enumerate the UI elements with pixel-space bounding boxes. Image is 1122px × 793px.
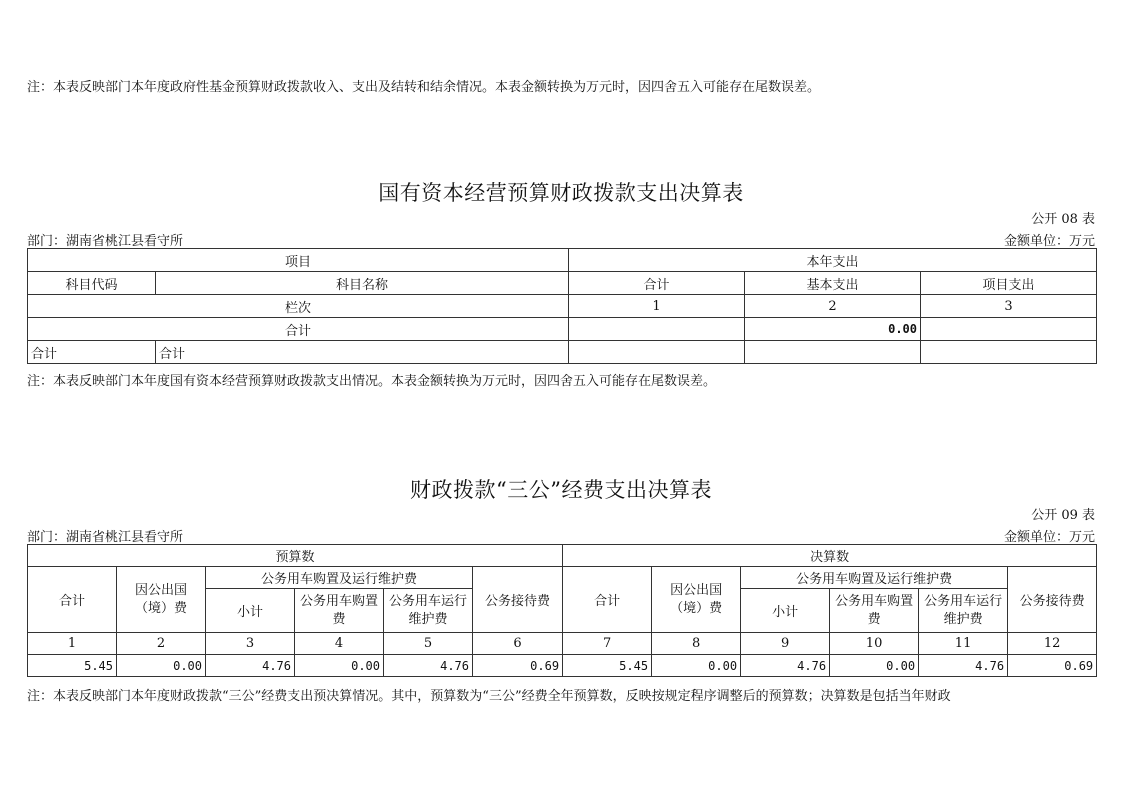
budget-vehicle-subtotal-value: 4.76 [206, 655, 295, 677]
budget-abroad-value: 0.00 [117, 655, 206, 677]
total-row-total [569, 318, 745, 341]
table09-title: 财政拨款“三公”经费支出决算表 [410, 478, 712, 502]
total-row-project [921, 318, 1097, 341]
final-total-value: 5.45 [563, 655, 652, 677]
header-total: 合计 [569, 272, 745, 295]
table09-code: 公开 09 表 [1031, 508, 1095, 523]
table08-header-row-2 [28, 272, 1097, 295]
header-final-abroad: 因公出国（境）费 [652, 567, 741, 633]
total-row-label: 合计 [28, 318, 569, 341]
column-number-label: 栏次 [28, 295, 569, 318]
header-budget: 预算数 [28, 545, 563, 567]
column-number: 8 [652, 633, 741, 655]
final-vehicle-purchase-value: 0.00 [830, 655, 919, 677]
data-row-project [921, 341, 1097, 364]
budget-vehicle-purchase-value: 0.00 [295, 655, 384, 677]
data-row-total [569, 341, 745, 364]
table08-data-row [28, 341, 1097, 364]
budget-total-value: 5.45 [28, 655, 117, 677]
header-basic: 基本支出 [745, 272, 921, 295]
header-budget-vehicle: 公务用车购置及运行维护费 [206, 567, 473, 589]
column-number: 2 [117, 633, 206, 655]
header-current-year: 本年支出 [569, 249, 1097, 272]
final-vehicle-operation-value: 4.76 [919, 655, 1008, 677]
column-number: 5 [384, 633, 473, 655]
table08-column-number-row [28, 295, 1097, 318]
header-budget-abroad: 因公出国（境）费 [117, 567, 206, 633]
header-item: 项目 [28, 249, 569, 272]
header-final-vehicle: 公务用车购置及运行维护费 [741, 567, 1008, 589]
header-final-subtotal: 小计 [741, 589, 830, 633]
header-final: 决算数 [563, 545, 1097, 567]
budget-reception-value: 0.69 [473, 655, 563, 677]
header-final-total: 合计 [563, 567, 652, 633]
data-row-basic [745, 341, 921, 364]
column-number: 9 [741, 633, 830, 655]
table08-note: 注：本表反映部门本年度国有资本经营预算财政拨款支出情况。本表金额转换为万元时，因四舍五入可能存在尾数误差。 [27, 374, 717, 389]
header-budget-reception: 公务接待费 [473, 567, 563, 633]
header-final-vehicle-operation: 公务用车运行维护费 [919, 589, 1008, 633]
table09-note: 注：本表反映部门本年度财政拨款“三公”经费支出预决算情况。其中，预算数为“三公”经费全年预算数，反映按规定程序调整后的预算数；决算数是包括当年财政 [27, 689, 951, 704]
table09-header-row-2 [28, 567, 1097, 589]
column-number: 3 [921, 295, 1097, 318]
final-vehicle-subtotal-value: 4.76 [741, 655, 830, 677]
header-subject-code: 科目代码 [28, 272, 156, 295]
final-reception-value: 0.69 [1008, 655, 1097, 677]
table08-title: 国有资本经营预算财政拨款支出决算表 [378, 181, 744, 205]
column-number: 10 [830, 633, 919, 655]
column-number: 7 [563, 633, 652, 655]
column-number: 12 [1008, 633, 1097, 655]
final-abroad-value: 0.00 [652, 655, 741, 677]
header-project: 项目支出 [921, 272, 1097, 295]
table09 [27, 544, 1097, 677]
table08-code: 公开 08 表 [1031, 212, 1095, 227]
budget-vehicle-operation-value: 4.76 [384, 655, 473, 677]
data-row-name: 合计 [156, 341, 569, 364]
header-budget-vehicle-operation: 公务用车运行维护费 [384, 589, 473, 633]
total-row-basic: 0.00 [745, 318, 921, 341]
table08-department: 部门：湖南省桃江县看守所 [27, 234, 184, 249]
table09-column-number-row [28, 633, 1097, 655]
table09-value-row [28, 655, 1097, 677]
table08-header-row-1 [28, 249, 1097, 272]
header-subject-name: 科目名称 [156, 272, 569, 295]
column-number: 4 [295, 633, 384, 655]
column-number: 3 [206, 633, 295, 655]
header-final-reception: 公务接待费 [1008, 567, 1097, 633]
table08 [27, 248, 1097, 364]
header-budget-total: 合计 [28, 567, 117, 633]
table08-unit: 金额单位：万元 [1003, 234, 1095, 249]
table09-department: 部门：湖南省桃江县看守所 [27, 530, 184, 545]
column-number: 2 [745, 295, 921, 318]
header-budget-vehicle-purchase: 公务用车购置费 [295, 589, 384, 633]
table08-total-row [28, 318, 1097, 341]
column-number: 1 [569, 295, 745, 318]
column-number: 1 [28, 633, 117, 655]
column-number: 11 [919, 633, 1008, 655]
header-final-vehicle-purchase: 公务用车购置费 [830, 589, 919, 633]
header-budget-subtotal: 小计 [206, 589, 295, 633]
table09-header-row-1 [28, 545, 1097, 567]
data-row-code: 合计 [28, 341, 156, 364]
table09-unit: 金额单位：万元 [1003, 530, 1095, 545]
column-number: 6 [473, 633, 563, 655]
top-note: 注：本表反映部门本年度政府性基金预算财政拨款收入、支出及结转和结余情况。本表金额转换为万元时，因四舍五入可能存在尾数误差。 [27, 80, 821, 95]
